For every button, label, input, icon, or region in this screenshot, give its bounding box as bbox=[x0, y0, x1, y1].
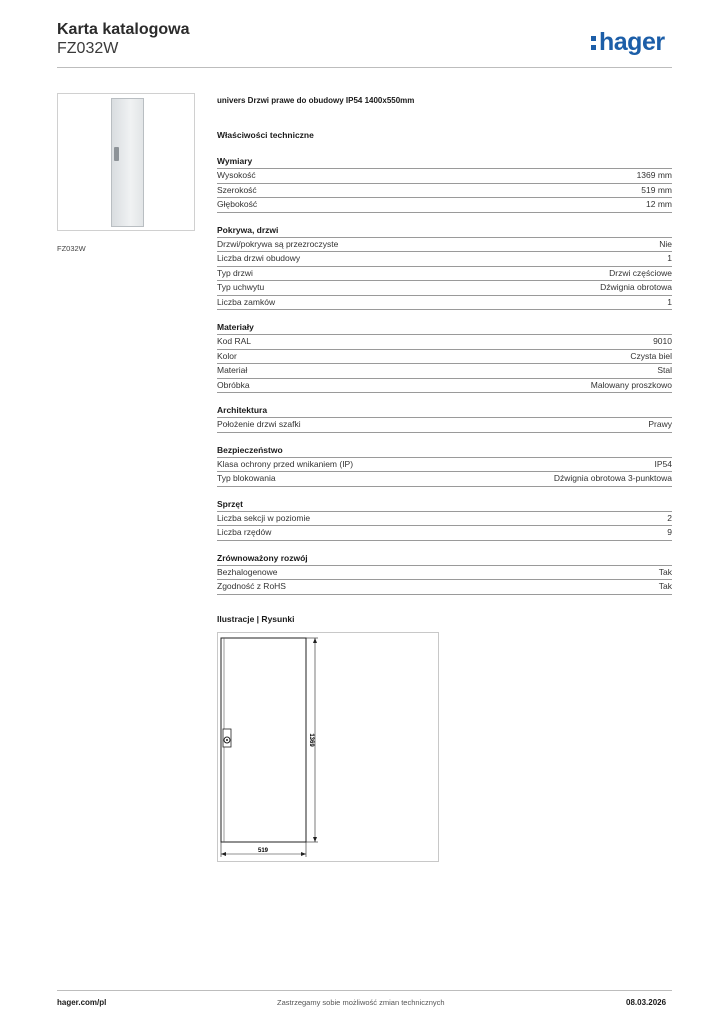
spec-table bbox=[217, 155, 672, 606]
spec-section bbox=[217, 321, 672, 393]
section-title: Bezpieczeństwo bbox=[217, 444, 283, 455]
spec-row bbox=[217, 471, 672, 487]
spec-label: Drzwi/pokrywa są przezroczyste bbox=[217, 238, 339, 249]
spec-label: Bezhalogenowe bbox=[217, 566, 278, 577]
width-dimension-label: 519 bbox=[257, 848, 269, 854]
spec-section bbox=[217, 404, 672, 433]
spec-row bbox=[217, 349, 672, 364]
spec-value: Tak bbox=[658, 566, 672, 577]
width-arrow-left bbox=[221, 852, 226, 856]
spec-value: 1369 mm bbox=[636, 170, 672, 180]
technical-drawing bbox=[217, 632, 439, 862]
spec-value: Malowany proszkowo bbox=[590, 379, 672, 390]
section-title: Sprzęt bbox=[217, 498, 243, 509]
spec-label: Materiał bbox=[217, 365, 248, 375]
spec-label: Obróbka bbox=[217, 379, 250, 390]
spec-label: Typ uchwytu bbox=[217, 282, 265, 292]
spec-section bbox=[217, 224, 672, 311]
spec-section bbox=[217, 498, 672, 541]
footer-website-link[interactable]: hager.com/pl bbox=[57, 998, 107, 1007]
spec-value: 2 bbox=[667, 512, 672, 523]
spec-label: Typ drzwi bbox=[217, 267, 253, 278]
height-arrow-bottom bbox=[313, 837, 317, 842]
section-title: Materiały bbox=[217, 322, 254, 332]
spec-row bbox=[217, 579, 672, 595]
spec-label: Położenie drzwi szafki bbox=[217, 419, 301, 429]
product-code: FZ032W bbox=[57, 40, 119, 57]
spec-value: 9 bbox=[667, 527, 672, 537]
spec-label: Klasa ochrony przed wnikaniem (IP) bbox=[217, 458, 354, 469]
spec-row bbox=[217, 417, 672, 433]
spec-row bbox=[217, 280, 672, 295]
door-outline bbox=[221, 638, 306, 842]
section-title: Pokrywa, drzwi bbox=[217, 224, 279, 235]
spec-value: 12 mm bbox=[646, 199, 672, 209]
page-title: Karta katalogowa bbox=[57, 21, 190, 38]
spec-value: Tak bbox=[658, 581, 672, 591]
product-name: univers Drzwi prawe do obudowy IP54 1400x550mm bbox=[217, 96, 415, 105]
footer-disclaimer: Zastrzegamy sobie możliwość zmian technicznych bbox=[277, 998, 445, 1007]
illustrations-title: Ilustracje | Rysunki bbox=[217, 614, 295, 624]
lock-center bbox=[226, 739, 228, 741]
spec-label: Liczba zamków bbox=[217, 296, 276, 307]
spec-value: 519 mm bbox=[641, 184, 672, 195]
logo-text: hager bbox=[599, 28, 665, 56]
logo-colon-icon bbox=[591, 32, 597, 51]
spec-value: Prawy bbox=[648, 419, 672, 429]
spec-value: Nie bbox=[659, 238, 672, 249]
spec-row bbox=[217, 378, 672, 394]
spec-row bbox=[217, 511, 672, 526]
spec-row bbox=[217, 565, 672, 580]
footer-date: 08.03.2026 bbox=[626, 998, 667, 1007]
spec-row bbox=[217, 295, 672, 311]
spec-row bbox=[217, 525, 672, 541]
spec-label: Liczba drzwi obudowy bbox=[217, 253, 301, 263]
spec-row bbox=[217, 363, 672, 378]
height-dimension-label: 1369 bbox=[308, 733, 314, 747]
spec-label: Liczba sekcji w poziomie bbox=[217, 512, 311, 523]
spec-section bbox=[217, 444, 672, 487]
spec-row bbox=[217, 183, 672, 198]
hager-logo bbox=[591, 28, 665, 57]
spec-label: Wysokość bbox=[217, 170, 256, 180]
footer-divider bbox=[57, 990, 672, 991]
spec-section bbox=[217, 155, 672, 213]
spec-row bbox=[217, 251, 672, 266]
spec-label: Liczba rzędów bbox=[217, 527, 272, 537]
spec-label: Kolor bbox=[217, 350, 237, 361]
thumbnail-caption: FZ032W bbox=[57, 244, 86, 253]
spec-label: Typ blokowania bbox=[217, 473, 276, 483]
spec-row bbox=[217, 237, 672, 252]
spec-section bbox=[217, 552, 672, 595]
drawing-svg bbox=[218, 633, 440, 863]
spec-label: Szerokość bbox=[217, 184, 257, 195]
spec-value: 9010 bbox=[653, 336, 672, 346]
spec-label: Zgodność z RoHS bbox=[217, 581, 286, 591]
spec-value: 1 bbox=[667, 253, 672, 263]
spec-label: Kod RAL bbox=[217, 336, 252, 346]
spec-label: Głębokość bbox=[217, 199, 258, 209]
header-divider bbox=[57, 67, 672, 68]
spec-value: 1 bbox=[667, 296, 672, 307]
section-title: Architektura bbox=[217, 405, 268, 415]
spec-value: Drzwi częściowe bbox=[609, 267, 672, 278]
spec-value: Stal bbox=[657, 365, 672, 375]
spec-value: Dźwignia obrotowa bbox=[600, 282, 672, 292]
spec-row bbox=[217, 334, 672, 349]
spec-row bbox=[217, 197, 672, 213]
spec-row bbox=[217, 168, 672, 183]
section-title: Wymiary bbox=[217, 156, 253, 166]
spec-row bbox=[217, 457, 672, 472]
door-handle-icon bbox=[114, 147, 119, 161]
product-thumbnail bbox=[57, 93, 195, 231]
door-image bbox=[111, 98, 144, 227]
section-title: Zrównoważony rozwój bbox=[217, 552, 308, 563]
spec-value: IP54 bbox=[654, 458, 672, 469]
properties-title: Właściwości techniczne bbox=[217, 130, 314, 140]
spec-row bbox=[217, 266, 672, 281]
spec-value: Czysta biel bbox=[630, 350, 672, 361]
width-arrow-right bbox=[301, 852, 306, 856]
spec-value: Dźwignia obrotowa 3-punktowa bbox=[553, 473, 672, 483]
height-arrow-top bbox=[313, 638, 317, 643]
